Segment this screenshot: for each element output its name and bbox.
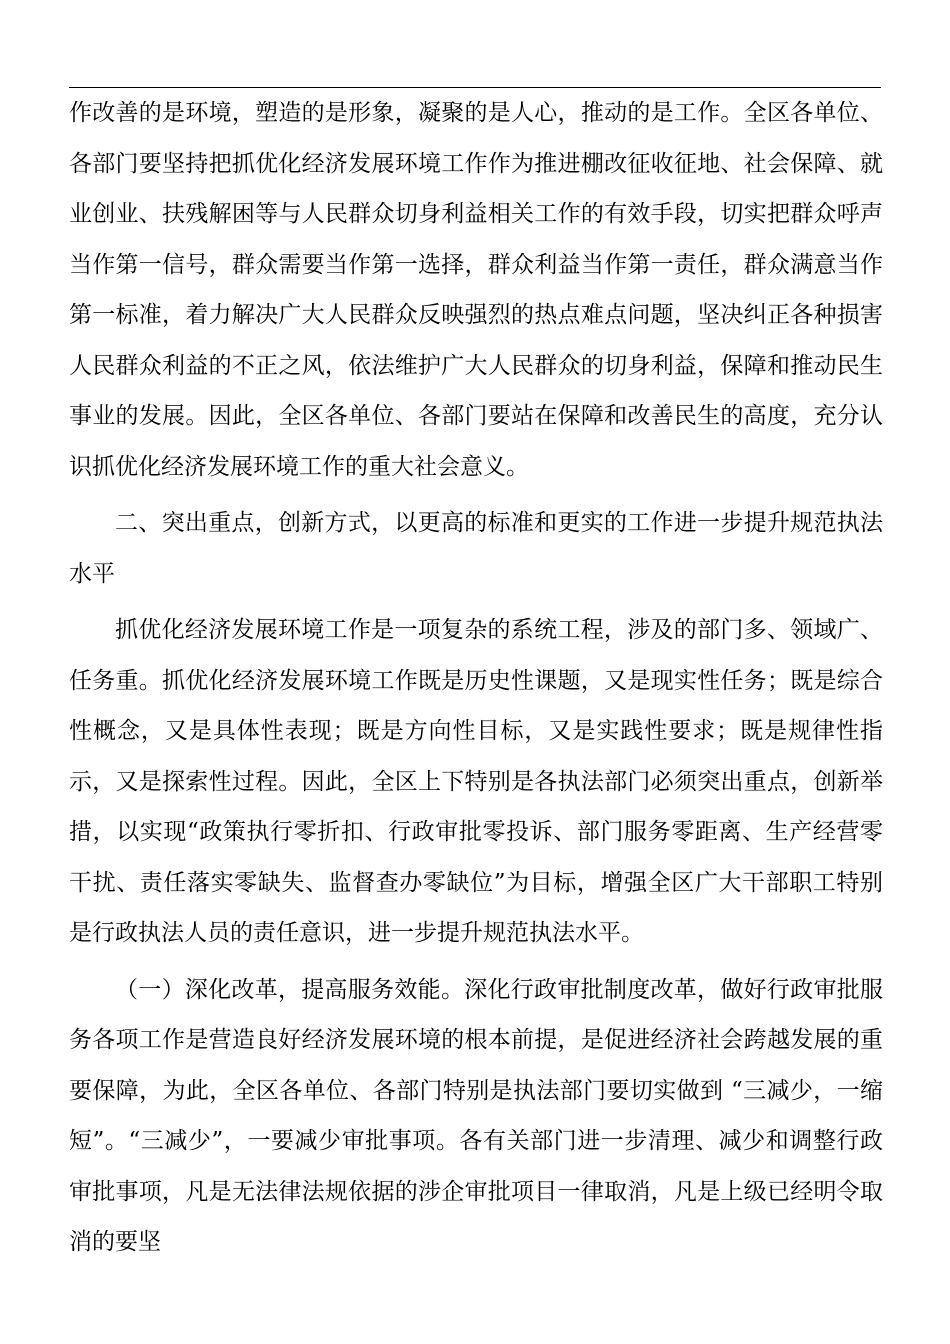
paragraph-body: 抓优化经济发展环境工作是一项复杂的系统工程，涉及的部门多、领域广、任务重。抓优化经济发展环境工作既是历史性课题，又是现实性任务；既是综合性概念，又是具体性表现；既是方向性目标，又是实践性要求；既是规律性指示，又是探索性过程。因此，全区上下特别是各执法部门必须突出重点，创新举措，以实现“政策执行零折扣、行政审批零投诉、部门服务零距离、生产经营零干扰、责任落实零缺失、监督查办零缺位”为目标，增强全区广大干部职工特别是行政执法人员的责任意识，进一步提升规范执法水平。: [69, 617, 883, 946]
document-body: [69, 88, 883, 1268]
paragraph-continuation: 作改善的是环境，塑造的是形象，凝聚的是人心，推动的是工作。全区各单位、各部门要坚持把抓优化经济发展环境工作作为推进棚改征收征地、社会保障、就业创业、扶残解困等与人民群众切身利益相关工作的有效手段，切实把群众呼声当作第一信号，群众需要当作第一选择，群众利益当作第一责任，群众满意当作第一标准，着力解决广大人民群众反映强烈的热点难点问题，坚决纠正各种损害人民群众利益的不正之风，依法维护广大人民群众的切身利益，保障和推动民生事业的发展。因此，全区各单位、各部门要站在保障和改善民生的高度，充分认识抓优化经济发展环境工作的重大社会意义。: [69, 100, 883, 480]
section-heading: 二、突出重点，创新方式，以更高的标准和更实的工作进一步提升规范执法水平: [69, 510, 883, 587]
paragraph-subsection: （一）深化改革，提高服务效能。深化行政审批制度改革，做好行政审批服务各项工作是营造良好经济发展环境的根本前提，是促进经济社会跨越发展的重要保障，为此，全区各单位、各部门特别是执法部门要切实做到 “三减少，一缩短”。“三减少”，一要减少审批事项。各有关部门进一步清理、减少和调整行政审批事项，凡是无法律法规依据的涉企审批项目一律取消，凡是上级已经明令取消的要坚: [69, 976, 883, 1255]
